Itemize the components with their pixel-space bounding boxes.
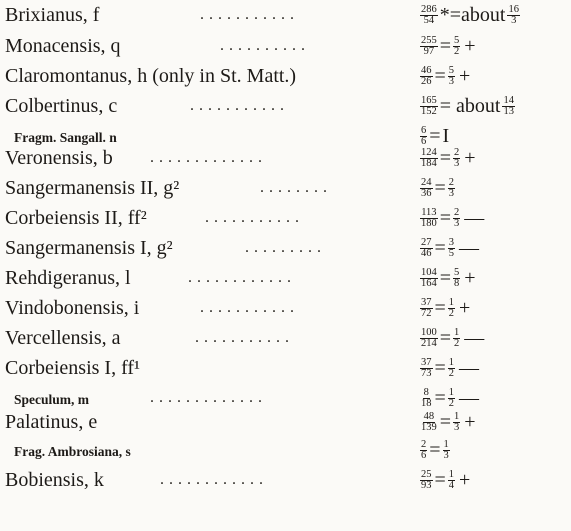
fraction-denominator: 26: [421, 76, 432, 87]
fraction: [420, 36, 438, 57]
fraction-denominator: 180: [421, 218, 437, 229]
fraction-numerator: 3: [448, 237, 455, 248]
fraction: [420, 238, 433, 259]
approx-fraction: [448, 358, 455, 379]
fraction-numerator: 1: [443, 439, 449, 450]
table-row: [0, 467, 571, 495]
fraction-numerator: 1: [448, 387, 455, 398]
fraction-denominator: 6: [421, 450, 427, 461]
fraction-denominator: 4: [448, 480, 455, 491]
fraction-denominator: 8: [454, 278, 460, 289]
approx-fraction: [453, 328, 460, 349]
relation-text: = about: [439, 95, 501, 117]
fraction-denominator: 2: [448, 398, 455, 409]
relation-text: =: [439, 35, 452, 57]
fraction-denominator: 3: [454, 158, 460, 169]
fraction-denominator: 3: [454, 422, 460, 433]
fraction: [420, 268, 438, 289]
leader-dots: .............: [150, 389, 267, 406]
relation-text: =: [434, 469, 446, 491]
ratio-value: [418, 327, 484, 350]
ratio-value: [418, 469, 470, 492]
approx-fraction: [453, 412, 460, 433]
manuscript-name: Brixianus, f: [5, 4, 100, 26]
fraction-numerator: 5: [454, 35, 460, 46]
sign: —: [459, 387, 480, 409]
fraction: [420, 358, 433, 379]
fraction-denominator: 54: [423, 15, 435, 26]
fraction-numerator: 24: [421, 177, 432, 188]
fraction: [420, 148, 438, 169]
leader-dots: ...........: [195, 329, 294, 346]
fraction-numerator: 1: [448, 469, 455, 480]
table-row: [0, 2, 571, 30]
approx-fraction: [448, 66, 455, 87]
fraction-numerator: 1: [448, 297, 455, 308]
fraction: [420, 178, 433, 199]
manuscript-name: Claromontanus, h (only in St. Matt.): [5, 65, 297, 87]
fraction-denominator: 3: [448, 76, 455, 87]
leader-dots: ...........: [200, 299, 299, 316]
manuscript-name: Corbeiensis I, ff¹: [5, 357, 141, 379]
fraction-denominator: 6: [421, 136, 427, 147]
manuscript-name: Vindobonensis, i: [5, 297, 140, 319]
fraction-denominator: 18: [421, 398, 432, 409]
fraction-numerator: 5: [448, 65, 455, 76]
table-row: [0, 295, 571, 323]
ratio-value: [418, 35, 476, 58]
fraction-numerator: 104: [421, 267, 437, 278]
fraction: [420, 470, 433, 491]
fraction: [420, 66, 433, 87]
manuscript-name: Vercellensis, a: [5, 327, 121, 349]
fraction-denominator: 2: [454, 46, 460, 57]
table-row: [0, 235, 571, 263]
manuscript-name: Colbertinus, c: [5, 95, 118, 117]
fraction-numerator: 1: [454, 411, 460, 422]
approx-fraction: [453, 36, 460, 57]
fraction-numerator: 37: [421, 297, 432, 308]
ratio-value: [418, 411, 476, 434]
relation-text: =: [434, 237, 446, 259]
approx-fraction: [448, 178, 455, 199]
fraction-numerator: 124: [421, 147, 437, 158]
fraction-numerator: 6: [421, 125, 427, 136]
table-row: [0, 409, 571, 437]
approx-fraction: [448, 388, 455, 409]
leader-dots: .............: [150, 149, 267, 166]
sign: +: [464, 411, 476, 433]
leader-dots: ...........: [205, 209, 304, 226]
fraction-denominator: 3: [511, 15, 517, 26]
manuscript-name: Rehdigeranus, l: [5, 267, 131, 289]
manuscript-name: Sangermanensis II, g²: [5, 177, 180, 199]
fraction-denominator: 72: [421, 308, 432, 319]
fraction-denominator: 73: [421, 368, 432, 379]
approx-fraction: [453, 148, 460, 169]
fraction-numerator: 100: [421, 327, 437, 338]
relation-text: =: [434, 65, 446, 87]
fraction-denominator: 214: [421, 338, 437, 349]
approx-fraction: [448, 298, 455, 319]
relation-text: =: [434, 387, 446, 409]
table-row: [0, 355, 571, 383]
manuscript-name: Bobiensis, k: [5, 469, 104, 491]
approx-fraction: [507, 5, 520, 26]
relation-text: =: [429, 125, 441, 147]
fraction-denominator: 2: [448, 368, 455, 379]
table-row: [0, 93, 571, 121]
relation-text: =: [434, 177, 446, 199]
fraction-numerator: 5: [454, 267, 460, 278]
fraction-numerator: 2: [421, 439, 427, 450]
manuscript-name: Frag. Ambrosiana, s: [14, 444, 131, 459]
fraction-numerator: 27: [421, 237, 432, 248]
table-row: [0, 265, 571, 293]
relation-text: =: [429, 439, 441, 461]
leader-dots: ............: [188, 269, 296, 286]
ratio-value: [418, 267, 476, 290]
ratio-value: [418, 65, 470, 88]
manuscript-name: Speculum, m: [14, 392, 90, 407]
sign: +: [459, 65, 471, 87]
leader-dots: ...........: [190, 97, 289, 114]
leader-dots: .........: [245, 239, 326, 256]
fraction-numerator: 113: [421, 207, 437, 218]
fraction-numerator: 14: [503, 95, 514, 106]
manuscript-name: Sangermanensis I, g²: [5, 237, 173, 259]
manuscript-name: Monacensis, q: [5, 35, 121, 57]
relation-text: =: [434, 297, 446, 319]
relation-text: =: [439, 327, 452, 349]
fraction-denominator: 139: [421, 422, 437, 433]
fraction-denominator: 46: [421, 248, 432, 259]
fraction-numerator: 46: [421, 65, 432, 76]
fraction-numerator: 286: [421, 4, 437, 15]
fraction-numerator: 2: [454, 207, 460, 218]
approx-fraction: [443, 440, 450, 461]
fraction-denominator: 2: [454, 338, 460, 349]
leader-dots: ........: [260, 179, 332, 196]
fraction-denominator: 13: [503, 106, 514, 117]
fraction-numerator: 2: [448, 177, 455, 188]
table-row: [0, 175, 571, 203]
fraction: [420, 208, 438, 229]
relation-text: =about: [449, 4, 506, 26]
fraction: [420, 126, 427, 147]
fraction-numerator: 255: [421, 35, 437, 46]
approx-fraction: [448, 238, 455, 259]
table-row: [0, 325, 571, 353]
leader-dots: ..........: [220, 37, 310, 54]
fraction-denominator: 152: [421, 106, 437, 117]
fraction-numerator: 48: [423, 411, 435, 422]
relation-text: =: [434, 357, 446, 379]
ratio-value: [418, 207, 484, 230]
sign: +: [464, 147, 476, 169]
fraction: [420, 298, 433, 319]
fraction: [420, 388, 433, 409]
fraction-numerator: 8: [423, 387, 429, 398]
table-row: [0, 437, 571, 465]
relation-text: =: [439, 411, 452, 433]
sign: +: [464, 35, 476, 57]
table-row: [0, 205, 571, 233]
fraction-numerator: 25: [421, 469, 432, 480]
sign: —: [459, 357, 480, 379]
ratio-value: [418, 177, 457, 200]
relation-text: =: [439, 147, 452, 169]
approx-fraction: [502, 96, 515, 117]
ratio-value: [418, 297, 470, 320]
fraction-denominator: 2: [448, 308, 455, 319]
manuscript-name: Corbeiensis II, ff²: [5, 207, 147, 229]
manuscript-name: Palatinus, e: [5, 411, 98, 433]
sign: —: [459, 237, 480, 259]
fraction-denominator: 164: [421, 278, 437, 289]
fraction-numerator: 16: [508, 4, 519, 15]
relation-text: =: [439, 207, 452, 229]
asterisk: *: [439, 4, 450, 26]
fraction: [420, 412, 438, 433]
fraction-denominator: 5: [448, 248, 455, 259]
fraction-denominator: 184: [421, 158, 437, 169]
fraction: [420, 328, 438, 349]
ratio-value: [418, 147, 476, 170]
sign: —: [464, 207, 485, 229]
fraction: [420, 5, 438, 26]
table-row: [0, 63, 571, 91]
ratio-value: [418, 237, 479, 260]
relation-text: =: [439, 267, 452, 289]
approx-fraction: [453, 208, 460, 229]
sign: +: [459, 469, 471, 491]
fraction-denominator: 36: [421, 188, 432, 199]
approx-fraction: [448, 470, 455, 491]
manuscript-name: Fragm. Sangall. n: [14, 130, 117, 145]
approx-fraction: [453, 268, 460, 289]
fraction-numerator: 1: [448, 357, 455, 368]
fraction-numerator: 1: [454, 327, 460, 338]
sign: —: [464, 327, 485, 349]
ratio-value: [418, 387, 479, 410]
fraction-numerator: 2: [454, 147, 460, 158]
fraction-denominator: 3: [443, 450, 449, 461]
fraction-denominator: 3: [448, 188, 455, 199]
ratio-value: [418, 95, 517, 118]
ratio-value: [418, 357, 479, 380]
table-row: [0, 145, 571, 173]
fraction-numerator: 165: [421, 95, 437, 106]
sign: I: [442, 125, 450, 147]
fraction-denominator: 93: [421, 480, 432, 491]
sign: +: [459, 297, 471, 319]
fraction: [420, 440, 427, 461]
ratio-value: [418, 439, 452, 462]
ratio-value: [418, 4, 522, 27]
fraction-denominator: 3: [454, 218, 460, 229]
sign: +: [464, 267, 476, 289]
fraction-denominator: 97: [423, 46, 435, 57]
table-row: [0, 33, 571, 61]
leader-dots: ...........: [200, 6, 299, 23]
leader-dots: ............: [160, 471, 268, 488]
fraction-numerator: 37: [421, 357, 432, 368]
manuscript-name: Veronensis, b: [5, 147, 113, 169]
fraction: [420, 96, 438, 117]
